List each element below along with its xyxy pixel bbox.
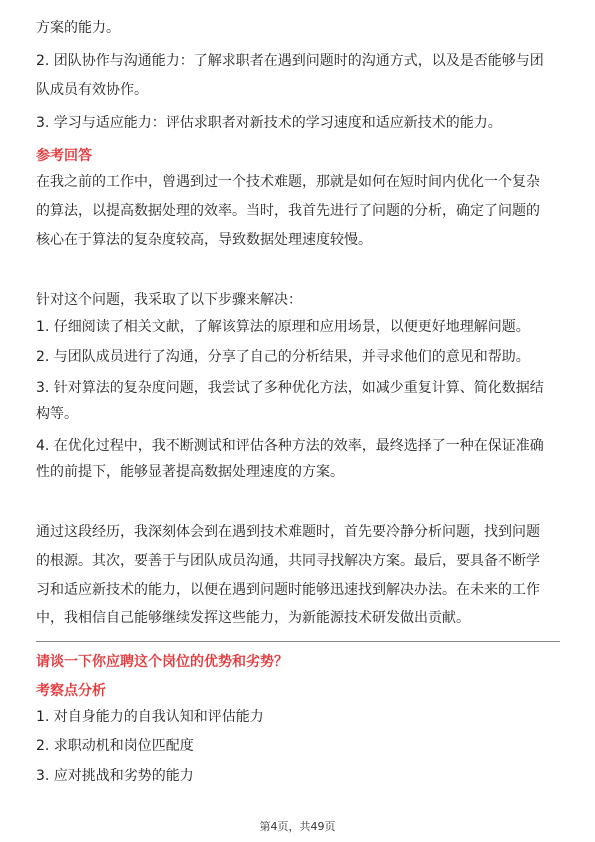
answer-conclusion: 通过这段经历，我深刻体会到在遇到技术难题时，首先要冷静分析问题，找到问题 <box>36 524 540 540</box>
criteria-item-2-cont: 队成员有效协作。 <box>36 82 148 98</box>
intro-continuation: 方案的能力。 <box>36 20 120 36</box>
answer-paragraph-1: 核心在于算法的复杂度较高，导致数据处理速度较慢。 <box>36 232 372 248</box>
criteria-item-2: 2. 团队协作与沟通能力：了解求职者在遇到问题时的沟通方式，以及是否能够与团 <box>36 53 544 69</box>
analysis-item-1: 1. 对自身能力的自我认知和评估能力 <box>36 709 264 725</box>
answer-steps-intro: 针对这个问题，我采取了以下步骤来解决： <box>36 292 302 308</box>
answer-conclusion: 中，我相信自己能够继续发挥这些能力，为新能源技术研发做出贡献。 <box>36 610 470 626</box>
answer-step-4: 4. 在优化过程中，我不断测试和评估各种方法的效率，最终选择了一种在保证准确 <box>36 438 544 454</box>
answer-step-2: 2. 与团队成员进行了沟通，分享了自己的分析结果，并寻求他们的意见和帮助。 <box>36 349 530 365</box>
page-number: 第4页，共49页 <box>259 820 336 833</box>
section-divider <box>36 641 560 642</box>
answer-step-3: 3. 针对算法的复杂度问题，我尝试了多种优化方法，如减少重复计算、简化数据结 <box>36 380 544 396</box>
answer-step-4-cont: 性的前提下，能够显著提高数据处理速度的方案。 <box>36 464 344 480</box>
answer-conclusion: 的根源。其次，要善于与团队成员沟通，共同寻找解决方案。最后，要具备不断学 <box>36 553 540 569</box>
analysis-item-3: 3. 应对挑战和劣势的能力 <box>36 768 194 784</box>
answer-conclusion: 习和适应新技术的能力，以便在遇到问题时能够迅速找到解决办法。在未来的工作 <box>36 582 540 598</box>
question-title: 请谈一下你应聘这个岗位的优势和劣势？ <box>36 654 288 670</box>
answer-step-1: 1. 仔细阅读了相关文献，了解该算法的原理和应用场景，以便更好地理解问题。 <box>36 319 530 335</box>
criteria-item-3: 3. 学习与适应能力：评估求职者对新技术的学习速度和适应新技术的能力。 <box>36 115 502 131</box>
answer-paragraph-1: 在我之前的工作中，曾遇到过一个技术难题，那就是如何在短时间内优化一个复杂 <box>36 174 540 190</box>
answer-heading: 参考回答 <box>36 148 92 164</box>
answer-paragraph-1: 的算法，以提高数据处理的效率。当时，我首先进行了问题的分析，确定了问题的 <box>36 203 540 219</box>
analysis-heading: 考察点分析 <box>36 683 106 699</box>
analysis-item-2: 2. 求职动机和岗位匹配度 <box>36 738 194 754</box>
answer-step-3-cont: 构等。 <box>36 406 78 422</box>
